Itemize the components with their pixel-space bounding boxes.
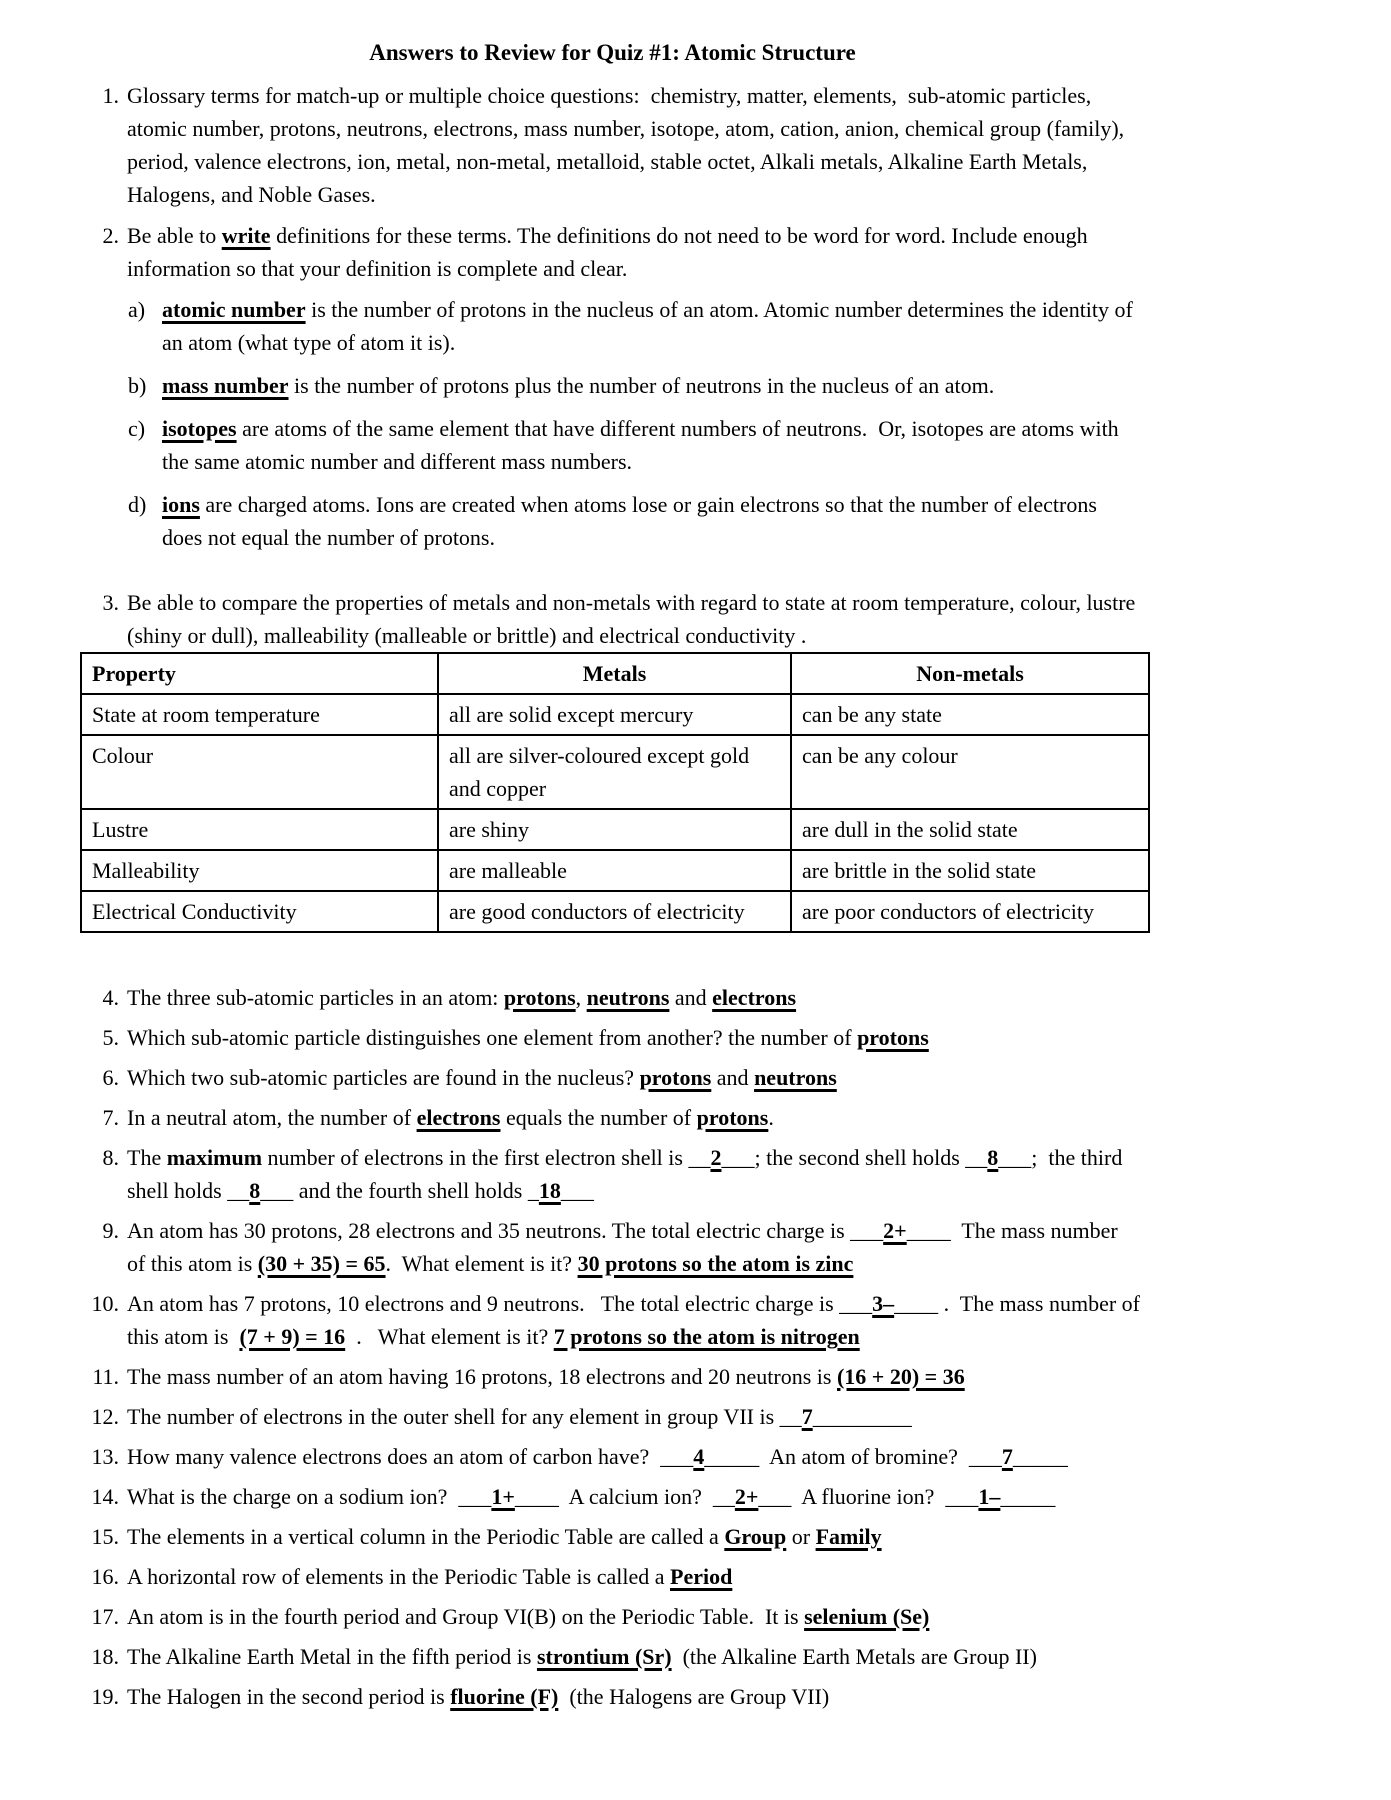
answer-text: 18 — [538, 1178, 561, 1203]
list-item-11 — [85, 1360, 1140, 1393]
answer-text: electrons — [712, 985, 797, 1010]
item-marker: 9. — [102, 1218, 119, 1243]
answer-text: isotopes — [162, 416, 237, 441]
item-text — [127, 1360, 1140, 1393]
table-row — [81, 809, 1149, 850]
item-text — [127, 1400, 1140, 1433]
item-text — [127, 1680, 1140, 1713]
item-marker: 18. — [91, 1644, 119, 1669]
body-text: The Halogen in the second period is — [127, 1684, 451, 1709]
answer-text: 8 — [987, 1145, 999, 1170]
answer-text: selenium (Se) — [804, 1604, 930, 1629]
answer-text: 3– — [872, 1291, 895, 1316]
body-text: _____ — [1000, 1484, 1056, 1509]
body-text: ____ The mass number of this atom is — [127, 1218, 1124, 1276]
answer-text: 7 protons so the atom is nitrogen — [553, 1324, 860, 1349]
answer-text: protons — [639, 1065, 712, 1090]
item-text — [127, 981, 1140, 1014]
metals-cell: are shiny — [438, 809, 791, 850]
item-marker: 11. — [92, 1364, 119, 1389]
answer-text: 7 — [1001, 1444, 1013, 1469]
body-text: Which sub-atomic particle distinguishes one element from another? the number of — [127, 1025, 858, 1050]
metals-nonmetals-table — [80, 652, 1150, 933]
table-header-non-metals: Non-metals — [791, 653, 1149, 694]
body-text: _____ An atom of bromine? ___ — [704, 1444, 1002, 1469]
item-marker: 6. — [102, 1065, 119, 1090]
body-text: ____ A calcium ion? __ — [514, 1484, 735, 1509]
body-text: The Alkaline Earth Metal in the fifth period is — [127, 1644, 537, 1669]
body-text: What is the charge on a sodium ion? ___ — [127, 1484, 492, 1509]
table-row — [81, 850, 1149, 891]
item-text — [162, 293, 1140, 359]
body-text: Be able to — [127, 223, 222, 248]
list-item-8 — [85, 1141, 1140, 1207]
body-text: ___ — [560, 1178, 594, 1203]
item-marker: a) — [128, 297, 146, 322]
body-text: or — [786, 1524, 816, 1549]
body-text: The — [127, 1145, 167, 1170]
body-text: An atom is in the fourth period and Group VI(B) on the Periodic Table. It is — [127, 1604, 805, 1629]
list-item-14 — [85, 1480, 1140, 1513]
answer-text: 4 — [693, 1444, 705, 1469]
item-text — [127, 1021, 1140, 1054]
item-text — [127, 79, 1140, 211]
body-text: _____ — [1012, 1444, 1068, 1469]
item-marker: 7. — [102, 1105, 119, 1130]
list-item-2 — [85, 219, 1140, 285]
item-marker: 19. — [91, 1684, 119, 1709]
table-row — [81, 694, 1149, 735]
item-text — [127, 1640, 1140, 1673]
item-text — [127, 1440, 1140, 1473]
body-text: is the number of protons plus the number of neutrons in the nucleus of an atom. — [288, 373, 995, 398]
item-marker: 14. — [91, 1484, 119, 1509]
item-text — [162, 412, 1140, 478]
body-text: In a neutral atom, the number of — [127, 1105, 417, 1130]
body-text: The number of electrons in the outer shell for any element in group VII is __ — [127, 1404, 802, 1429]
item-marker: 12. — [91, 1404, 119, 1429]
numbered-list-top — [85, 79, 1140, 652]
property-cell: State at room temperature — [81, 694, 438, 735]
body-text: ___ and the fourth shell holds _ — [260, 1178, 539, 1203]
answer-text: (7 + 9) = 16 — [239, 1324, 346, 1349]
numbered-list-bottom — [85, 981, 1146, 1713]
item-marker: 2. — [102, 223, 119, 248]
item-marker: 8. — [102, 1145, 119, 1170]
table-row — [81, 891, 1149, 932]
answer-text: Group — [724, 1524, 787, 1549]
item-text — [127, 1560, 1140, 1593]
item-marker: 5. — [102, 1025, 119, 1050]
answer-text: 2 — [710, 1145, 722, 1170]
item-marker: b) — [128, 373, 147, 398]
answer-text: protons — [857, 1025, 929, 1050]
answer-text: mass number — [162, 373, 289, 398]
answer-text: neutrons — [586, 985, 670, 1010]
list-item-4 — [85, 981, 1140, 1014]
document-page — [85, 0, 1146, 1713]
answer-text: 30 protons so the atom is zinc — [577, 1251, 854, 1276]
answer-text: write — [221, 223, 271, 248]
item-text — [127, 1480, 1140, 1513]
item-text — [127, 1101, 1140, 1134]
list-item-16 — [85, 1560, 1140, 1593]
body-text: , — [575, 985, 587, 1010]
list-item-1 — [85, 79, 1140, 211]
answer-text: 2+ — [883, 1218, 907, 1243]
item-text — [127, 586, 1140, 652]
body-text: is the number of protons in the nucleus of an atom. Atomic number determines the identity of an atom (what type of atom it is). — [162, 297, 1139, 355]
list-item-5 — [85, 1021, 1140, 1054]
property-cell: Colour — [81, 735, 438, 809]
answer-text: neutrons — [754, 1065, 837, 1090]
body-text: An atom has 30 protons, 28 electrons and 35 neutrons. The total electric charge is ___ — [127, 1218, 884, 1243]
answer-text: protons — [696, 1105, 769, 1130]
item-text — [127, 1214, 1140, 1280]
answer-text: strontium (Sr) — [536, 1644, 672, 1669]
list-item-13 — [85, 1440, 1140, 1473]
list-item-18 — [85, 1640, 1140, 1673]
body-text: are atoms of the same element that have different numbers of neutrons. Or, isotopes are atoms with the same atomic number and different mass numbers. — [162, 416, 1125, 474]
list-item-9 — [85, 1214, 1140, 1280]
property-cell: Malleability — [81, 850, 438, 891]
table-header-row — [81, 653, 1149, 694]
answer-text: 1– — [978, 1484, 1001, 1509]
non-metals-cell: are dull in the solid state — [791, 809, 1149, 850]
body-text: Glossary terms for match-up or multiple choice questions: chemistry, matter, elements, sub-atomic particles, atomic number, protons, neutrons, electrons, mass number, isotope, atom, cation, anion, chemical group (family), period, valence electrons, ion, metal, non-metal, metalloid, stable octet, Alkali metals, Alkaline Earth Metals, Halogens, and Noble Gases. — [127, 83, 1130, 207]
metals-cell: all are solid except mercury — [438, 694, 791, 735]
body-text: ___ A fluorine ion? ___ — [758, 1484, 979, 1509]
list-item-15 — [85, 1520, 1140, 1553]
body-text: ____ . The mass number of this atom is — [127, 1291, 1146, 1349]
page-title: Answers to Review for Quiz #1: Atomic Structure — [369, 40, 856, 65]
body-text: . — [768, 1105, 774, 1130]
list-item-7 — [85, 1101, 1140, 1134]
body-text: ___; the second shell holds __ — [721, 1145, 988, 1170]
item-marker: 10. — [91, 1291, 119, 1316]
body-text: Which two sub-atomic particles are found in the nucleus? — [127, 1065, 640, 1090]
non-metals-cell: are poor conductors of electricity — [791, 891, 1149, 932]
item-marker: 17. — [91, 1604, 119, 1629]
body-text: . What element is it? — [385, 1251, 578, 1276]
list-item-10 — [85, 1287, 1146, 1353]
item-text — [162, 488, 1140, 554]
list-item-a — [85, 293, 1140, 359]
list-item-c — [85, 412, 1140, 478]
table-header-metals: Metals — [438, 653, 791, 694]
body-text: and — [711, 1065, 755, 1090]
body-text: (the Alkaline Earth Metals are Group II) — [671, 1644, 1037, 1669]
body-text: ___; the third shell holds __ — [127, 1145, 1128, 1203]
body-text: are charged atoms. Ions are created when atoms lose or gain electrons so that the number of electrons does not equal the number of protons. — [162, 492, 1103, 550]
item-marker: 4. — [102, 985, 119, 1010]
answer-text: protons — [503, 985, 576, 1010]
body-text: A horizontal row of elements in the Periodic Table is called a — [127, 1564, 671, 1589]
answer-text: fluorine (F) — [450, 1684, 559, 1709]
item-text — [127, 219, 1140, 285]
body-text: An atom has 7 protons, 10 electrons and 9 neutrons. The total electric charge is ___ — [127, 1291, 873, 1316]
item-marker: 16. — [91, 1564, 119, 1589]
item-marker: 13. — [91, 1444, 119, 1469]
answer-text: (30 + 35) = 65 — [257, 1251, 386, 1276]
answer-text: 8 — [249, 1178, 261, 1203]
table-body — [81, 694, 1149, 932]
list-item-6 — [85, 1061, 1140, 1094]
item-text — [162, 369, 1140, 402]
body-text: Be able to compare the properties of metals and non-metals with regard to state at room temperature, colour, lustre (shiny or dull), malleability (malleable or brittle) and electrical conductivity . — [127, 590, 1141, 648]
answer-text: 7 — [801, 1404, 813, 1429]
table-header-property: Property — [81, 653, 438, 694]
table-row — [81, 735, 1149, 809]
item-marker: 1. — [102, 83, 119, 108]
answer-text: 1+ — [491, 1484, 515, 1509]
metals-cell: all are silver-coloured except gold and copper — [438, 735, 791, 809]
body-text: . What element is it? — [345, 1324, 554, 1349]
body-text: and — [669, 985, 713, 1010]
property-cell: Lustre — [81, 809, 438, 850]
item-text — [127, 1061, 1140, 1094]
list-item-3 — [85, 586, 1140, 652]
body-text: The three sub-atomic particles in an atom: — [127, 985, 504, 1010]
body-text: definitions for these terms. The definitions do not need to be word for word. Include enough information so that your definition is complete and clear. — [127, 223, 1094, 281]
answer-text: maximum — [166, 1145, 263, 1170]
list-item-b — [85, 369, 1140, 402]
answer-text: atomic number — [162, 297, 306, 322]
body-text: equals the number of — [500, 1105, 697, 1130]
non-metals-cell: can be any state — [791, 694, 1149, 735]
non-metals-cell: can be any colour — [791, 735, 1149, 809]
list-item-d — [85, 488, 1140, 554]
non-metals-cell: are brittle in the solid state — [791, 850, 1149, 891]
list-item-19 — [85, 1680, 1140, 1713]
list-item-17 — [85, 1600, 1140, 1633]
item-text — [127, 1600, 1140, 1633]
item-marker: 3. — [102, 590, 119, 615]
body-text: The elements in a vertical column in the Periodic Table are called a — [127, 1524, 725, 1549]
body-text: (the Halogens are Group VII) — [558, 1684, 830, 1709]
answer-text: 2+ — [734, 1484, 759, 1509]
body-text: The mass number of an atom having 16 protons, 18 electrons and 20 neutrons is — [127, 1364, 837, 1389]
body-text: number of electrons in the first electron shell is __ — [262, 1145, 711, 1170]
item-text — [127, 1520, 1140, 1553]
item-text — [127, 1287, 1146, 1353]
answer-text: Period — [670, 1564, 733, 1589]
property-cell: Electrical Conductivity — [81, 891, 438, 932]
item-marker: d) — [128, 492, 147, 517]
list-item-12 — [85, 1400, 1140, 1433]
body-text: _________ — [812, 1404, 912, 1429]
answer-text: electrons — [416, 1105, 501, 1130]
item-marker: 15. — [91, 1524, 119, 1549]
body-text: How many valence electrons does an atom of carbon have? ___ — [127, 1444, 694, 1469]
item-text — [127, 1141, 1140, 1207]
metals-cell: are malleable — [438, 850, 791, 891]
answer-text: Family — [815, 1524, 882, 1549]
item-marker: c) — [128, 416, 146, 441]
answer-text: (16 + 20) = 36 — [836, 1364, 965, 1389]
answer-text: ions — [162, 492, 200, 517]
metals-cell: are good conductors of electricity — [438, 891, 791, 932]
